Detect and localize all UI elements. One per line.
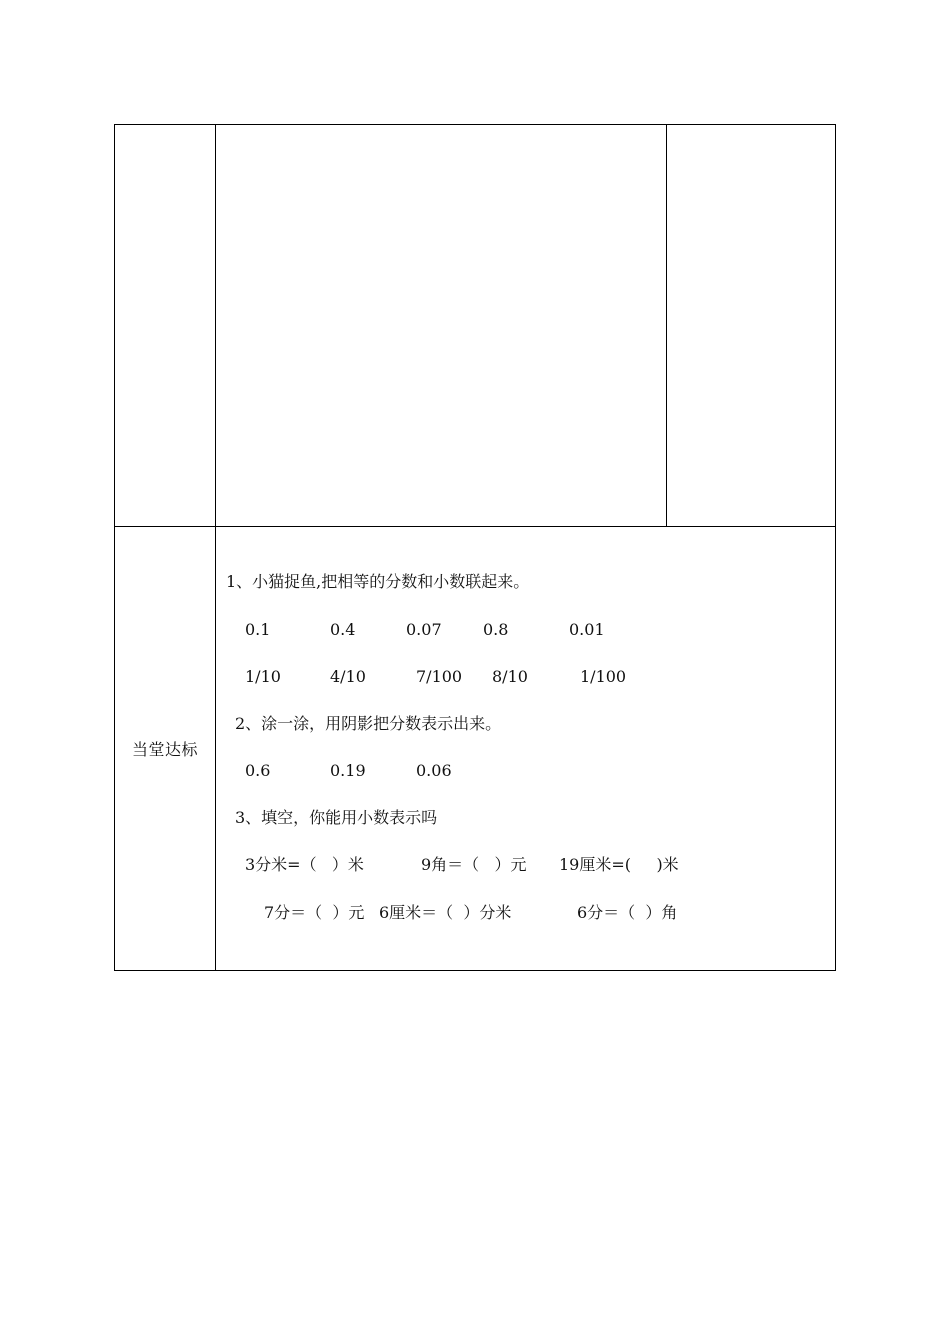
fill-blank-item: 9角＝（ ）元 xyxy=(421,855,527,874)
decimal-value: 0.4 xyxy=(330,620,356,639)
decimal-value: 0.8 xyxy=(483,620,509,639)
fill-blank-item: 19厘米=( )米 xyxy=(559,855,679,874)
fraction-value: 7/100 xyxy=(416,667,463,686)
decimal-value: 0.01 xyxy=(569,620,605,639)
decimal-value: 0.1 xyxy=(245,620,271,639)
decimal-value: 0.06 xyxy=(416,761,452,780)
question-3-title: 3、填空，你能用小数表示吗 xyxy=(235,808,438,827)
question-2-title: 2、涂一涂，用阴影把分数表示出来。 xyxy=(235,714,502,733)
section-label: 当堂达标 xyxy=(131,740,198,759)
fraction-value: 4/10 xyxy=(330,667,366,686)
lesson-table xyxy=(114,124,836,971)
fraction-value: 1/100 xyxy=(580,667,627,686)
fill-blank-item: 3分米=（ ）米 xyxy=(245,855,364,874)
exercise-cell xyxy=(216,527,835,970)
fill-blank-item: 7分＝（ ）元 xyxy=(264,903,365,922)
question-1-title: 1、小猫捉鱼,把相等的分数和小数联起来。 xyxy=(226,572,530,591)
fill-blank-item: 6厘米＝（ ）分米 xyxy=(379,903,512,922)
decimal-value: 0.6 xyxy=(245,761,271,780)
decimal-value: 0.07 xyxy=(406,620,442,639)
column-divider xyxy=(666,125,667,526)
fraction-value: 1/10 xyxy=(245,667,281,686)
fill-blank-item: 6分＝（ ）角 xyxy=(577,903,678,922)
fraction-value: 8/10 xyxy=(492,667,528,686)
decimal-value: 0.19 xyxy=(330,761,366,780)
